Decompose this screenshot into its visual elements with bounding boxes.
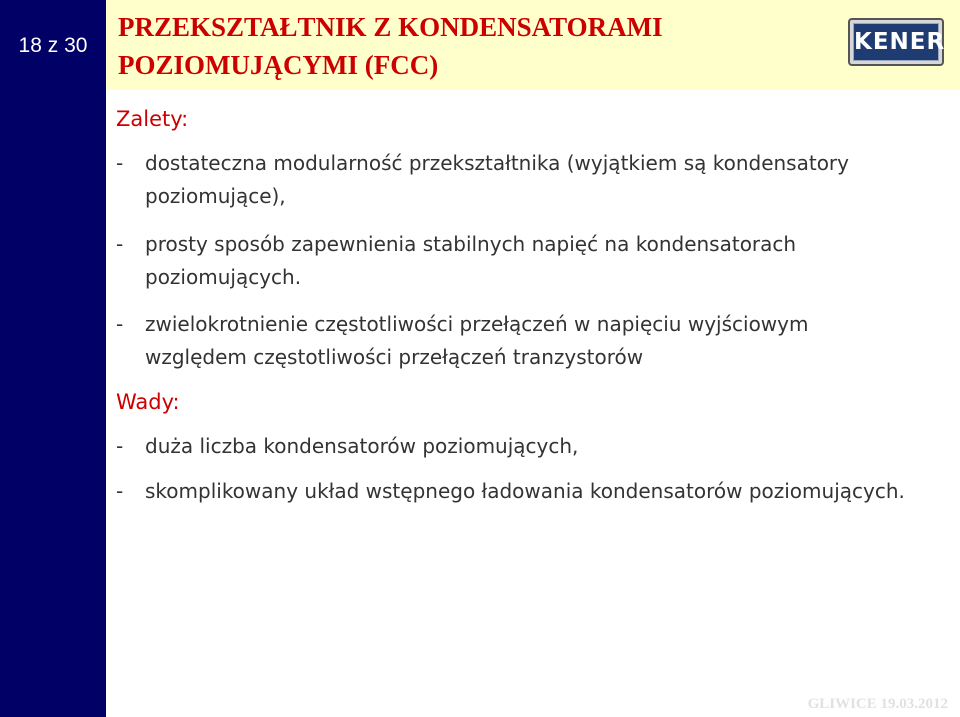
sidebar: [0, 0, 106, 717]
bullet-dash: -: [116, 479, 124, 503]
advantage-text: prosty sposób zapewnienia stabilnych napięć na kondensatorach poziomujących.: [145, 232, 797, 289]
disadvantage-item: [116, 430, 916, 463]
bullet-dash: -: [116, 232, 124, 256]
advantages-heading: Zalety:: [116, 107, 189, 131]
kener-logo: [848, 18, 944, 66]
footer-date: GLIWICE 19.03.2012: [807, 696, 948, 712]
disadvantage-text: skomplikowany układ wstępnego ładowania kondensatorów poziomujących.: [145, 479, 905, 503]
bullet-dash: -: [116, 312, 124, 336]
disadvantage-text: duża liczba kondensatorów poziomujących,: [145, 434, 579, 458]
bullet-dash: -: [116, 434, 124, 458]
advantage-text: dostateczna modularność przekształtnika (wyjątkiem są kondensatory poziomujące),: [145, 151, 849, 208]
advantage-item: [116, 308, 916, 374]
title-line-2: POZIOMUJĄCYMI (FCC): [118, 50, 439, 80]
kener-logo-text: KENER: [853, 23, 939, 61]
disadvantage-item: [116, 475, 916, 508]
page-counter: 18 z 30: [18, 34, 88, 57]
disadvantages-heading: Wady:: [116, 390, 180, 414]
advantage-item: [116, 228, 916, 294]
title-line-1: PRZEKSZTAŁTNIK Z KONDENSATORAMI: [118, 12, 663, 42]
bullet-dash: -: [116, 151, 124, 175]
slide-title: [118, 8, 663, 84]
advantage-item: [116, 147, 916, 213]
advantage-text: zwielokrotnienie częstotliwości przełączeń w napięciu wyjściowym względem częstotliwości przełączeń tranzystorów: [145, 312, 809, 369]
